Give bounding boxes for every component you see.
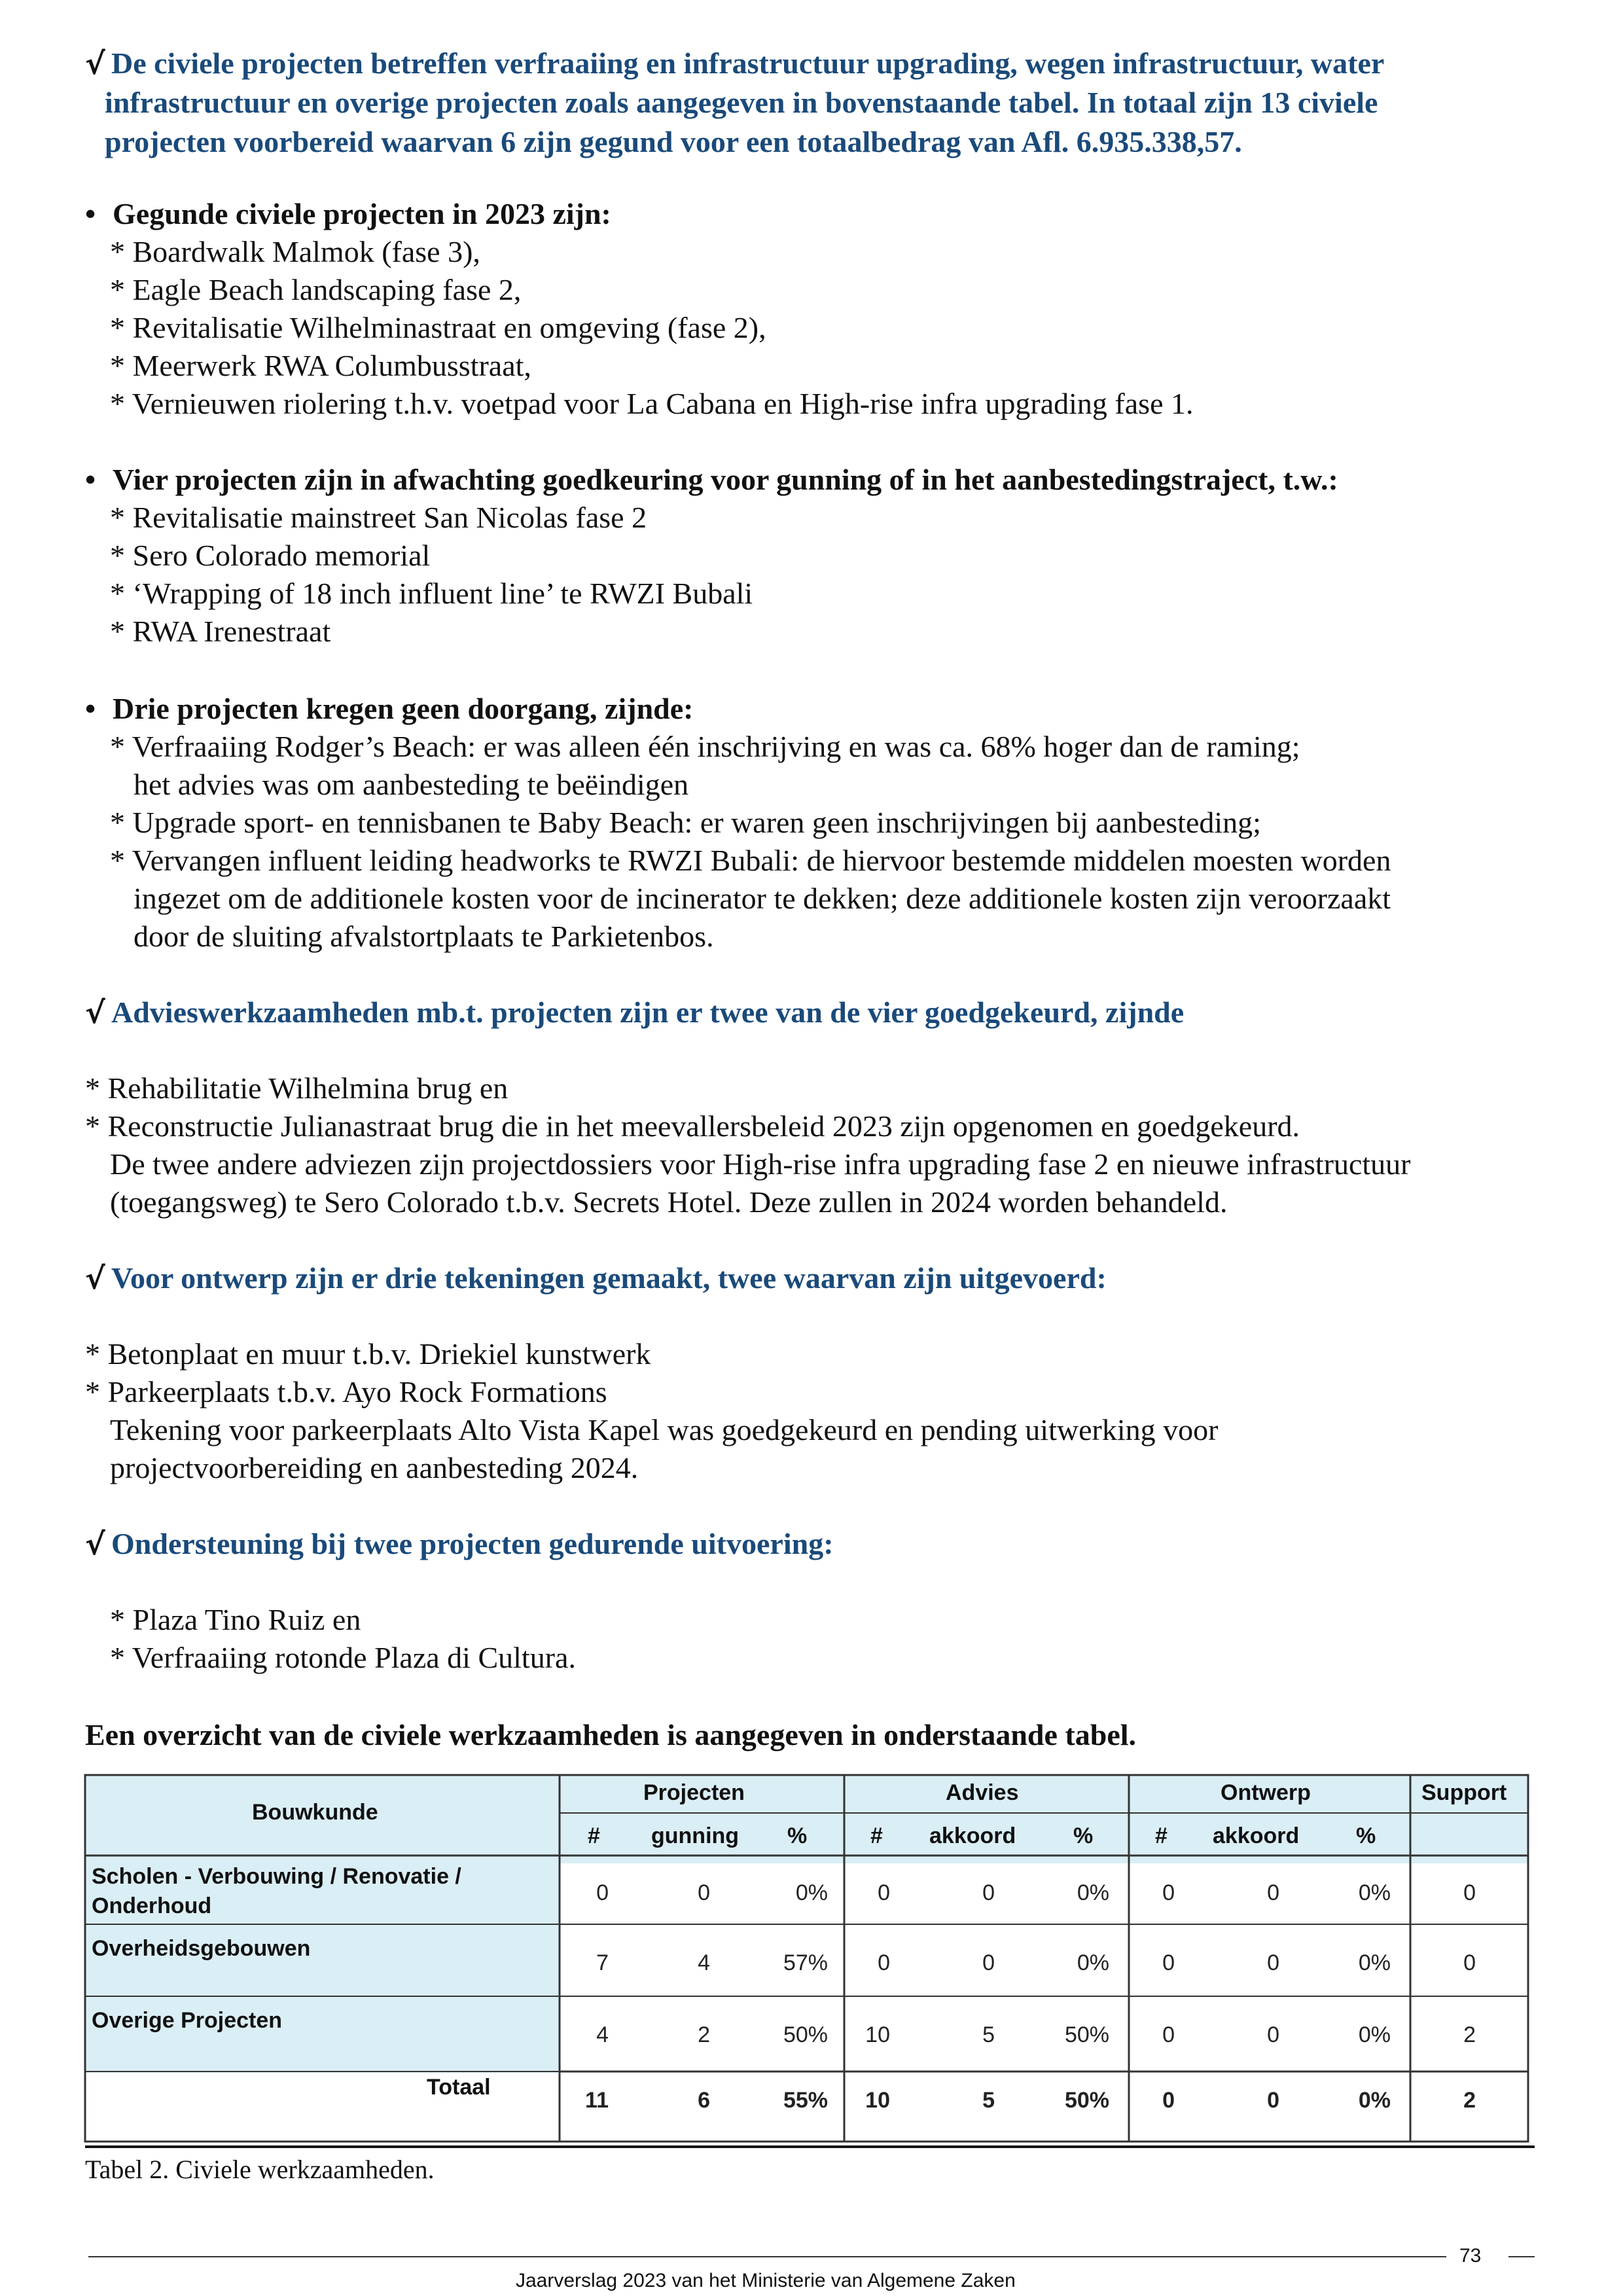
table-cell: 50%: [1064, 2022, 1109, 2047]
row-label: Scholen - Verbouwing / Renovatie /: [92, 1864, 461, 1889]
list-item: * Revitalisatie Wilhelminastraat en omgeving (fase 2),: [110, 311, 766, 344]
table-cell: 0: [1267, 2022, 1279, 2047]
bullet-icon: •: [85, 463, 96, 496]
table-cell: 0: [1162, 1950, 1175, 1975]
table-cell: 0: [982, 1880, 995, 1905]
subheader: #: [870, 1823, 883, 1848]
check-icon: √: [85, 1526, 105, 1562]
list-item: ingezet om de additionele kosten voor de incinerator te dekken; deze additionele kosten zijn veroorzaakt: [134, 882, 1391, 915]
table-cell: 0: [982, 1950, 995, 1975]
total-cell: 0: [1267, 2088, 1279, 2113]
total-cell: 10: [865, 2088, 890, 2113]
list-item: * Meerwerk RWA Columbusstraat,: [110, 349, 531, 382]
gegund-heading: Gegunde civiele projecten in 2023 zijn:: [113, 197, 611, 230]
ontwerp-heading: Voor ontwerp zijn er drie tekeningen gemaakt, twee waarvan zijn uitgevoerd:: [111, 1261, 1107, 1295]
table-cell: 0: [878, 1880, 890, 1905]
afwachting-heading: Vier projecten zijn in afwachting goedkeuring voor gunning of in het aanbestedingstraject, t.w.:: [113, 463, 1338, 496]
table-cell: 2: [698, 2022, 710, 2047]
total-cell: 2: [1463, 2088, 1476, 2113]
ondersteuning-heading: Ondersteuning bij twee projecten gedurende uitvoering:: [111, 1527, 834, 1560]
list-item: * Eagle Beach landscaping fase 2,: [110, 273, 522, 306]
total-label: Totaal: [427, 2075, 491, 2100]
list-item: * Verfraaiing Rodger’s Beach: er was alleen één inschrijving en was ca. 68% hoger dan de raming;: [110, 730, 1300, 763]
table-cell: 0: [1463, 1880, 1476, 1905]
list-item: * Revitalisatie mainstreet San Nicolas fase 2: [110, 501, 647, 534]
subheader: %: [1073, 1823, 1094, 1848]
total-cell: 55%: [783, 2088, 828, 2113]
total-cell: 0: [1162, 2088, 1175, 2113]
subheader: akkoord: [1213, 1823, 1300, 1848]
subheader: %: [787, 1823, 808, 1848]
list-item: * Boardwalk Malmok (fase 3),: [110, 235, 480, 268]
bullet-icon: •: [85, 692, 96, 725]
subheader: %: [1356, 1823, 1376, 1848]
table-cell: 0: [596, 1880, 609, 1905]
table-cell: 0: [1463, 1950, 1476, 1975]
total-cell: 6: [698, 2088, 710, 2113]
list-item: * Vernieuwen riolering t.h.v. voetpad voor La Cabana en High-rise infra upgrading fase 1.: [110, 387, 1194, 420]
table-corner-header: Bouwkunde: [252, 1800, 378, 1825]
list-item: * Upgrade sport- en tennisbanen te Baby Beach: er waren geen inschrijvingen bij aanbesteding;: [110, 806, 1261, 839]
group-header-support: Support: [1421, 1780, 1507, 1805]
row-label: Overige Projecten: [92, 2008, 283, 2033]
total-cell: 0%: [1358, 2088, 1391, 2113]
table-cell: 0%: [795, 1880, 828, 1905]
check-icon: √: [85, 995, 105, 1030]
list-item: De twee andere adviezen zijn projectdossiers voor High-rise infra upgrading fase 2 en nieuwe infrastructuur: [110, 1147, 1411, 1181]
check-icon: √: [85, 46, 105, 81]
group-header-projecten: Projecten: [643, 1780, 745, 1805]
civiel-line-3: projecten voorbereid waarvan 6 zijn gegund voor een totaalbedrag van Afl. 6.935.338,57.: [105, 125, 1242, 158]
table-cell: 5: [982, 2022, 995, 2047]
table-intro: Een overzicht van de civiele werkzaamheden is aangegeven in onderstaande tabel.: [85, 1718, 1137, 1751]
list-item: * Vervangen influent leiding headworks te RWZI Bubali: de hiervoor bestemde middelen moesten worden: [110, 844, 1391, 877]
list-item: * ‘Wrapping of 18 inch influent line’ te RWZI Bubali: [110, 577, 753, 610]
table-cell: 0: [1162, 2022, 1175, 2047]
table-cell: 0: [698, 1880, 710, 1905]
civiel-line-2: infrastructuur en overige projecten zoals aangegeven in bovenstaande tabel. In totaal zijn 13 civiele: [105, 86, 1378, 119]
list-item: (toegangsweg) te Sero Colorado t.b.v. Secrets Hotel. Deze zullen in 2024 worden behandeld.: [110, 1185, 1228, 1219]
list-item: * Rehabilitatie Wilhelmina brug en: [85, 1071, 508, 1105]
list-item: * Verfraaiing rotonde Plaza di Cultura.: [110, 1641, 576, 1674]
subheader: #: [588, 1823, 600, 1848]
list-item: * Parkeerplaats t.b.v. Ayo Rock Formations: [85, 1375, 607, 1408]
list-item: Tekening voor parkeerplaats Alto Vista Kapel was goedgekeurd en pending uitwerking voor: [110, 1413, 1219, 1446]
total-cell: 50%: [1064, 2088, 1109, 2113]
table-cell: 0%: [1077, 1880, 1109, 1905]
table-cell: 0: [1267, 1950, 1279, 1975]
footer-title: Jaarverslag 2023 van het Ministerie van Algemene Zaken: [516, 2270, 1016, 2291]
total-cell: 5: [982, 2088, 995, 2113]
table-cell: 10: [865, 2022, 890, 2047]
list-item: door de sluiting afvalstortplaats te Parkietenbos.: [134, 920, 714, 953]
geen-doorgang-heading: Drie projecten kregen geen doorgang, zijnde:: [113, 692, 694, 725]
table-cell: 4: [698, 1950, 710, 1975]
civiel-line-1: De civiele projecten betreffen verfraaiing en infrastructuur upgrading, wegen infrastructuur, water: [111, 46, 1385, 80]
table-cell: 0%: [1077, 1950, 1109, 1975]
advies-heading: Advieswerkzaamheden mb.t. projecten zijn er twee van de vier goedgekeurd, zijnde: [111, 996, 1185, 1029]
group-header-advies: Advies: [946, 1780, 1019, 1805]
table-cell: 0: [1267, 1880, 1279, 1905]
list-item: * Plaza Tino Ruiz en: [110, 1603, 361, 1636]
list-item: * RWA Irenestraat: [110, 615, 331, 648]
table-caption: Tabel 2. Civiele werkzaamheden.: [85, 2155, 435, 2184]
table-cell: 0%: [1358, 1950, 1391, 1975]
list-item: * Betonplaat en muur t.b.v. Driekiel kunstwerk: [85, 1337, 651, 1371]
table-cell: 0%: [1358, 1880, 1391, 1905]
list-item: * Sero Colorado memorial: [110, 539, 431, 572]
bullet-icon: •: [85, 197, 96, 230]
table-cell: 0%: [1358, 2022, 1391, 2047]
table-cell: 2: [1463, 2022, 1476, 2047]
list-item: het advies was om aanbesteding te beëindigen: [134, 768, 689, 801]
list-item: projectvoorbereiding en aanbesteding 2024.: [110, 1451, 639, 1484]
page-number: 73: [1459, 2245, 1482, 2267]
table-cell: 57%: [783, 1950, 828, 1975]
subheader: #: [1155, 1823, 1168, 1848]
group-header-ontwerp: Ontwerp: [1221, 1780, 1311, 1805]
check-icon: √: [85, 1261, 105, 1296]
table-cell: 50%: [783, 2022, 828, 2047]
subheader: gunning: [651, 1823, 740, 1848]
table-cell: 0: [878, 1950, 890, 1975]
list-item: * Reconstructie Julianastraat brug die in het meevallersbeleid 2023 zijn opgenomen en goedgekeurd.: [85, 1109, 1300, 1143]
subheader: akkoord: [929, 1823, 1016, 1848]
table-cell: 0: [1162, 1880, 1175, 1905]
row-label: Onderhoud: [92, 1893, 212, 1918]
row-label: Overheidsgebouwen: [92, 1936, 311, 1961]
table-cell: 7: [596, 1950, 609, 1975]
total-cell: 11: [585, 2088, 609, 2113]
table-cell: 4: [596, 2022, 609, 2047]
